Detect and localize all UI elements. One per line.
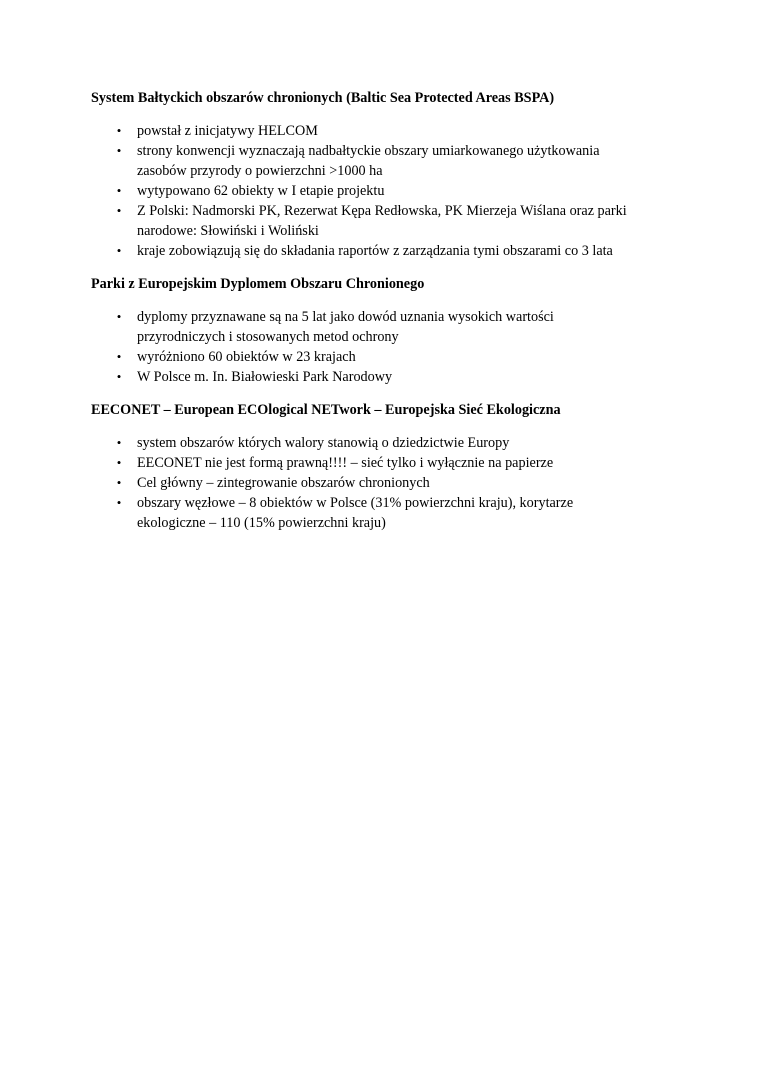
section-heading: EECONET – European ECOlogical NETwork – Europejska Sieć Ekologiczna <box>91 402 561 418</box>
list-item-text: Cel główny – zintegrowanie obszarów chronionych <box>137 475 430 491</box>
list-item <box>91 141 691 181</box>
bullet-icon: • <box>116 435 122 450</box>
bullet-icon: • <box>116 495 122 510</box>
list-item-text: system obszarów których walory stanowią o dziedzictwie Europy <box>137 435 510 451</box>
bullet-icon: • <box>116 475 122 490</box>
bullet-list <box>91 433 691 533</box>
list-item <box>91 433 691 453</box>
list-item <box>91 121 691 141</box>
bullet-icon: • <box>116 123 122 138</box>
list-item <box>91 307 691 347</box>
list-item <box>91 241 691 261</box>
section-bspa <box>91 88 691 261</box>
list-item-text: Z Polski: Nadmorski PK, Rezerwat Kępa Redłowska, PK Mierzeja Wiślana oraz parki <box>137 203 627 219</box>
bullet-list <box>91 121 691 261</box>
section-heading: System Bałtyckich obszarów chronionych (Baltic Sea Protected Areas BSPA) <box>91 90 555 106</box>
list-item-text: EECONET nie jest formą prawną!!!! – sieć tylko i wyłącznie na papierze <box>137 455 554 471</box>
bullet-icon: • <box>116 203 122 218</box>
list-item-text: strony konwencji wyznaczają nadbałtyckie obszary umiarkowanego użytkowania <box>137 143 600 159</box>
list-item-text: powstał z inicjatywy HELCOM <box>137 123 318 139</box>
bullet-icon: • <box>116 183 122 198</box>
list-item <box>91 453 691 473</box>
list-item-text: wytypowano 62 obiekty w I etapie projektu <box>137 183 385 199</box>
list-item <box>91 181 691 201</box>
bullet-icon: • <box>116 143 122 158</box>
bullet-icon: • <box>116 369 122 384</box>
list-item-text: narodowe: Słowiński i Woliński <box>137 223 319 239</box>
list-item <box>91 201 691 241</box>
list-item-text: wyróżniono 60 obiektów w 23 krajach <box>137 349 356 365</box>
list-item <box>91 367 691 387</box>
list-item-text: W Polsce m. In. Białowieski Park Narodowy <box>137 369 393 385</box>
list-item-text: kraje zobowiązują się do składania raportów z zarządzania tymi obszarami co 3 lata <box>137 243 613 259</box>
bullet-icon: • <box>116 455 122 470</box>
section-eeconet <box>91 400 691 533</box>
document-page <box>91 88 691 546</box>
list-item <box>91 493 691 533</box>
list-item-text: obszary węzłowe – 8 obiektów w Polsce (31% powierzchni kraju), korytarze <box>137 495 574 511</box>
list-item-text: ekologiczne – 110 (15% powierzchni kraju) <box>137 515 386 531</box>
list-item-text: przyrodniczych i stosowanych metod ochrony <box>137 329 399 345</box>
bullet-list <box>91 307 691 387</box>
list-item-text: zasobów przyrody o powierzchni >1000 ha <box>137 163 383 179</box>
list-item <box>91 347 691 367</box>
list-item <box>91 473 691 493</box>
bullet-icon: • <box>116 243 122 258</box>
section-heading: Parki z Europejskim Dyplomem Obszaru Chronionego <box>91 276 425 292</box>
bullet-icon: • <box>116 349 122 364</box>
bullet-icon: • <box>116 309 122 324</box>
section-european-diploma <box>91 274 691 387</box>
list-item-text: dyplomy przyznawane są na 5 lat jako dowód uznania wysokich wartości <box>137 309 554 325</box>
